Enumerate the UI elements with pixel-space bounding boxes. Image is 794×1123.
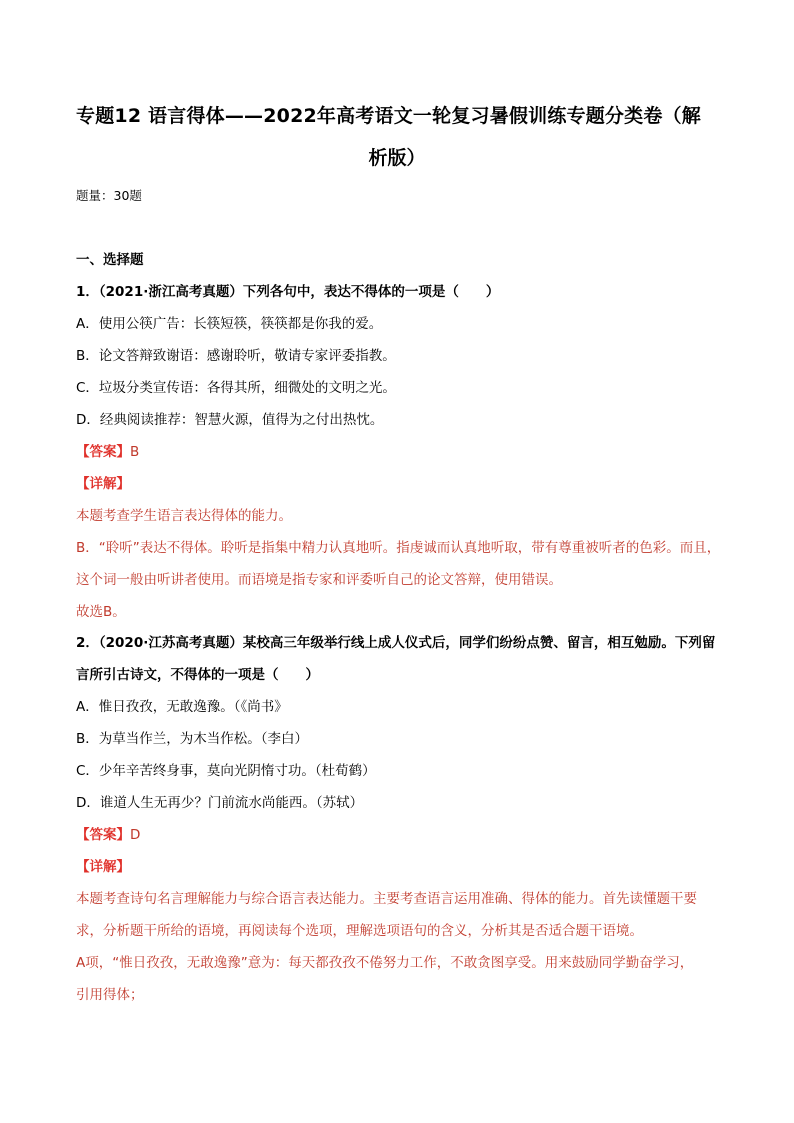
answer-value: D — [130, 827, 141, 843]
question-2-option-a: A．惟日孜孜，无敢逸豫。（《尚书》 — [76, 699, 288, 715]
question-1-detail-label: 【详解】 — [76, 476, 130, 492]
question-1-option-a: A．使用公筷广告：长筷短筷，筷筷都是你我的爱。 — [76, 316, 383, 332]
answer-label: 【答案】 — [76, 444, 130, 460]
question-1-option-c: C．垃圾分类宣传语：各得其所，细微处的文明之光。 — [76, 380, 396, 396]
question-1-detail-line: 故选B。 — [76, 604, 126, 620]
question-2-detail-line: 求，分析题干所给的语境，再阅读每个选项，理解选项语句的含义，分析其是否适合题干语境。 — [76, 923, 643, 939]
answer-value: B — [130, 444, 140, 460]
question-2-option-c: C．少年辛苦终身事，莫向光阴惰寸功。（杜荀鹤） — [76, 763, 376, 779]
question-2-detail-label: 【详解】 — [76, 859, 130, 875]
question-2-detail-line: A项，“惟日孜孜，无敢逸豫”意为：每天都孜孜不倦努力工作，不敢贪图享受。用来鼓励同学勤奋学习， — [76, 955, 694, 971]
document-title-line1: 专题12 语言得体——2022年高考语文一轮复习暑假训练专题分类卷（解 — [76, 105, 701, 127]
question-1-detail-line: B．“聆听”表达不得体。聆听是指集中精力认真地听。指虔诚而认真地听取，带有尊重被听者的色彩。而且， — [76, 540, 721, 556]
question-2-detail-line: 引用得体； — [76, 987, 144, 1003]
question-1-answer — [76, 443, 736, 461]
question-1-option-b: B．论文答辩致谢语：感谢聆听，敬请专家评委指教。 — [76, 348, 396, 364]
question-1-detail-line: 这个词一般由听讲者使用。而语境是指专家和评委听自己的论文答辩，使用错误。 — [76, 572, 562, 588]
question-2-option-d: D．谁道人生无再少？门前流水尚能西。（苏轼） — [76, 795, 364, 811]
section-heading: 一、选择题 — [76, 252, 144, 268]
question-1-option-d: D．经典阅读推荐：智慧火源，值得为之付出热忱。 — [76, 412, 384, 428]
question-2-option-b: B．为草当作兰，为木当作松。（李白） — [76, 731, 309, 747]
question-2-stem-line: 2．（2020·江苏高考真题）某校高三年级举行线上成人仪式后，同学们纷纷点赞、留言，相互勉励。下列留 — [76, 635, 716, 651]
answer-label: 【答案】 — [76, 827, 130, 843]
question-2-answer — [76, 826, 736, 844]
question-2-stem-line: 言所引古诗文，不得体的一项是（ ） — [76, 667, 319, 683]
question-1-stem: 1．（2021·浙江高考真题）下列各句中，表达不得体的一项是（ ） — [76, 284, 500, 300]
document-title-line2: 析版） — [368, 147, 426, 169]
question-count: 题量：30题 — [76, 188, 142, 203]
question-2-detail-line: 本题考查诗句名言理解能力与综合语言表达能力。主要考查语言运用准确、得体的能力。首先读懂题干要 — [76, 891, 697, 907]
question-1-detail-line: 本题考查学生语言表达得体的能力。 — [76, 508, 292, 524]
